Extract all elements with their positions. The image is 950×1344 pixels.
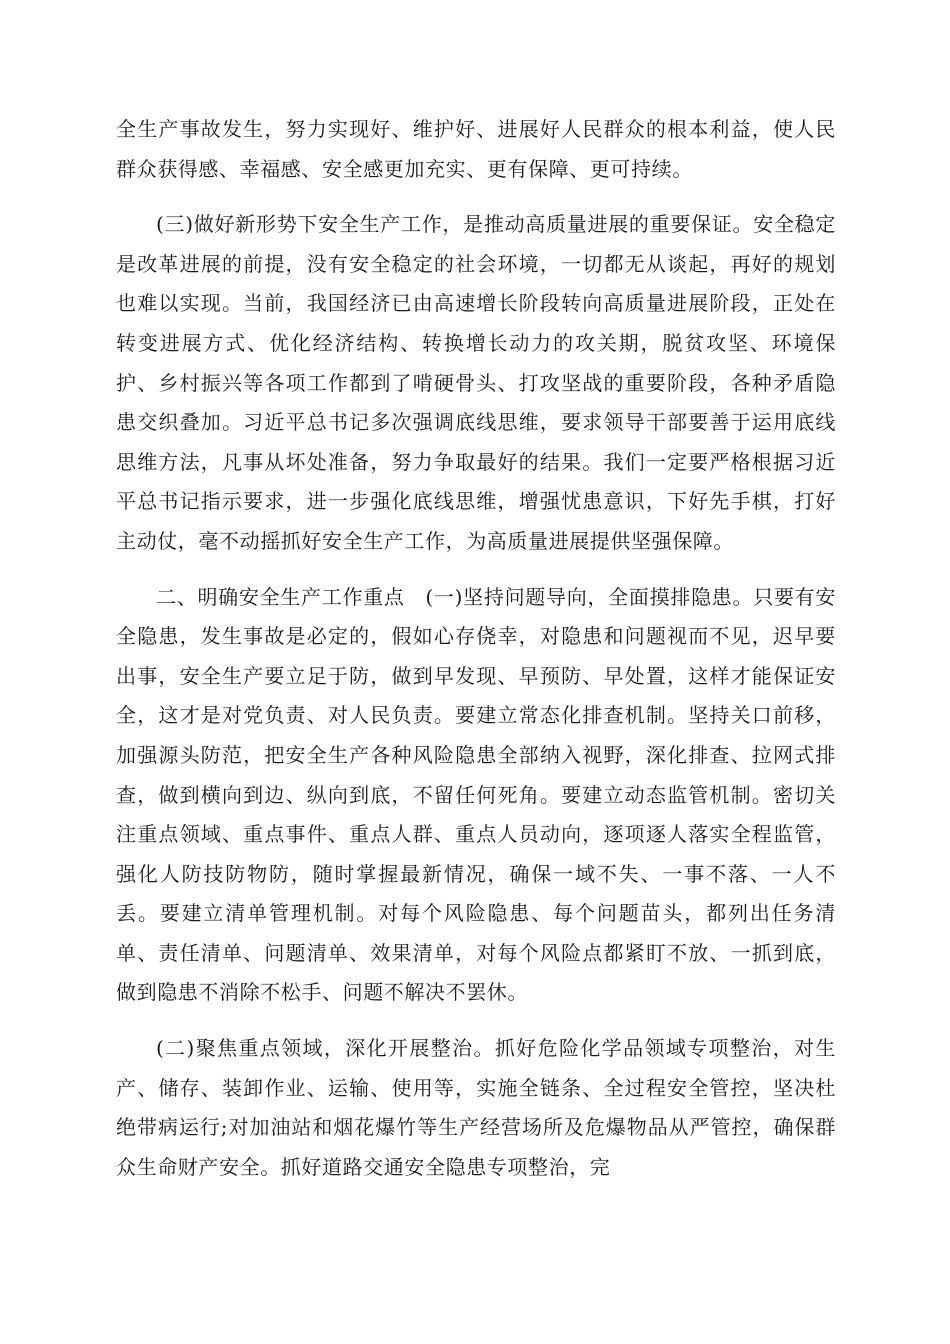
document-body	[116, 110, 836, 1187]
paragraph-continuation: 全生产事故发生，努力实现好、维护好、进展好人民群众的根本利益，使人民群众获得感、幸福感、安全感更加充实、更有保障、更可持续。	[116, 117, 836, 181]
paragraph-work-priorities: 二、明确安全生产工作重点 (一)坚持问题导向，全面摸排隐患。只要有安全隐患，发生事故是必定的，假如心存侥幸，对隐患和问题视而不见，迟早要出事，安全生产要立足于防，做到早发现、早预防、早处置，这样才能保证安全，这才是对党负责、对人民负责。要建立常态化排查机制。坚持关口前移，加强源头防范，把安全生产各种风险隐患全部纳入视野，深化排查、拉网式排查，做到横向到边、纵向到底，不留任何死角。要建立动态监管机制。密切关注重点领域、重点事件、重点人群、重点人员动向，逐项逐人落实全程监管，强化人防技防物防，随时掌握最新情况，确保一域不失、一事不落、一人不丢。要建立清单管理机制。对每个风险隐患、每个问题苗头，都列出任务清单、责任清单、问题清单、效果清单，对每个风险点都紧盯不放、一抓到底，做到隐患不消除不松手、问题不解决不罢休。	[116, 584, 836, 1005]
paragraph-section-three: (三)做好新形势下安全生产工作，是推动高质量进展的重要保证。安全稳定是改革进展的前提，没有安全稳定的社会环境，一切都无从谈起，再好的规划也难以实现。当前，我国经济已由高速增长阶段转向高质量进展阶段，正处在转变进展方式、优化经济结构、转换增长动力的攻关期，脱贫攻坚、环境保护、乡村振兴等各项工作都到了啃硬骨头、打攻坚战的重要阶段，各种矛盾隐患交织叠加。习近平总书记多次强调底线思维，要求领导干部要善于运用底线思维方法，凡事从坏处准备，努力争取最好的结果。我们一定要严格根据习近平总书记指示要求，进一步强化底线思维，增强忧患意识，下好先手棋，打好主动仗，毫不动摇抓好安全生产工作，为高质量进展提供坚强保障。	[116, 212, 836, 553]
paragraph-key-areas: (二)聚焦重点领域，深化开展整治。抓好危险化学品领域专项整治，对生产、储存、装卸作业、运输、使用等，实施全链条、全过程安全管控，坚决杜绝带病运行;对加油站和烟花爆竹等生产经营场所及危爆物品从严管控，确保群众生命财产安全。抓好道路交通安全隐患专项整治，完	[116, 1036, 836, 1179]
